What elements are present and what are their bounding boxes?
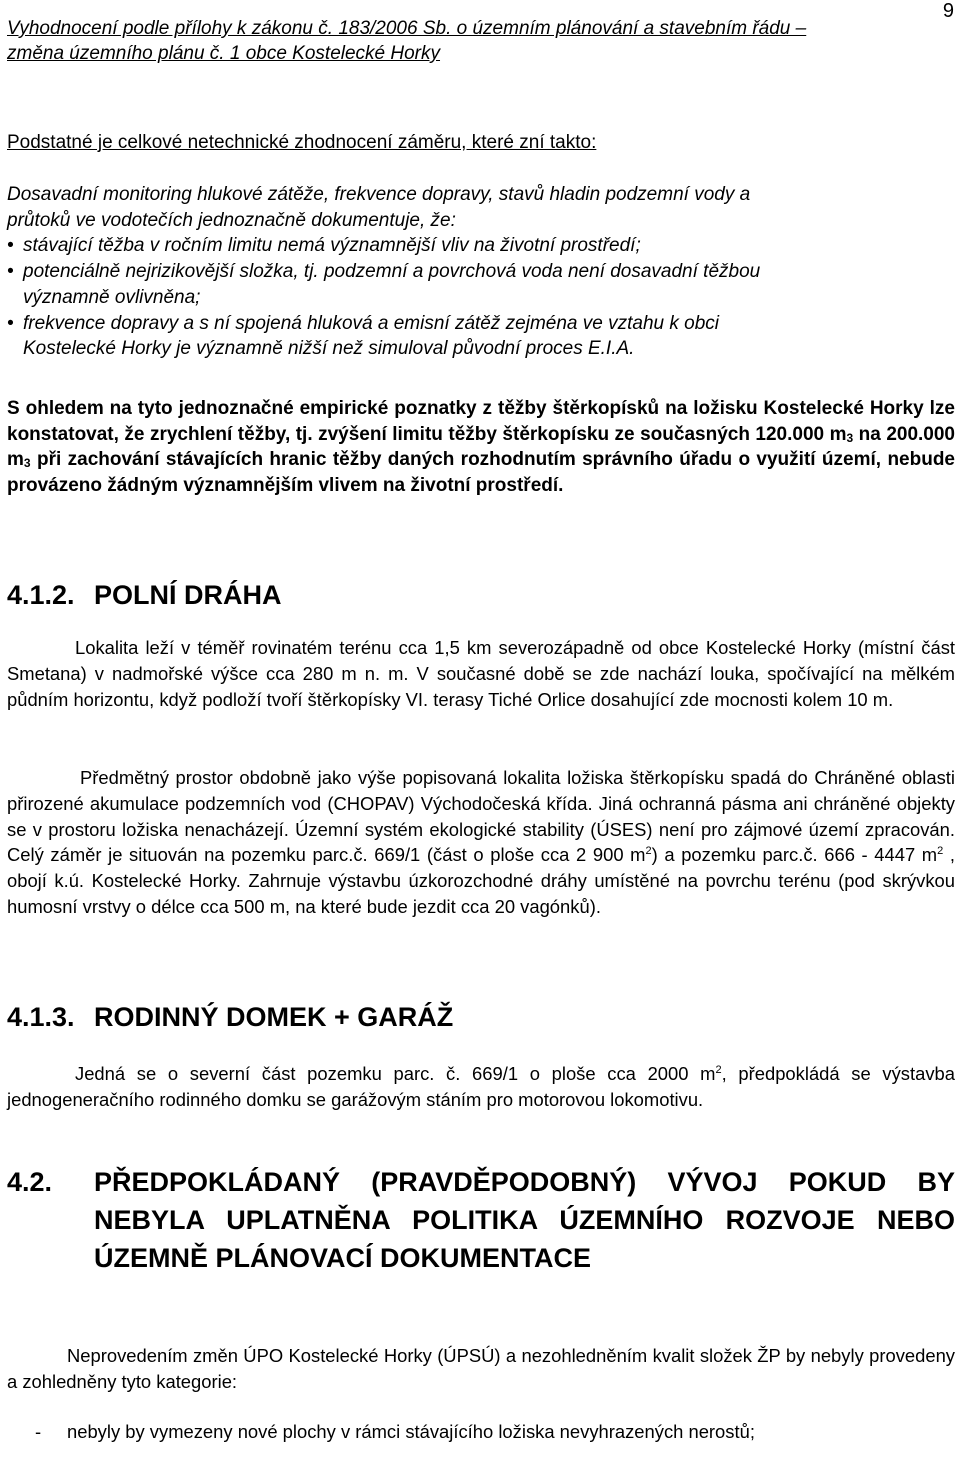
monitoring-bullet: • potenciálně nejrizikovější složka, tj. podzemní a povrchová voda není dosavadní těžbou významně ovlivněna;	[7, 259, 817, 310]
section-number: 4.1.3.	[7, 1002, 75, 1032]
section-heading-413	[7, 998, 955, 1036]
list-item	[7, 1419, 955, 1445]
header-line-1: Vyhodnocení podle přílohy k zákonu č. 183/2006 Sb. o územním plánování a stavebním řádu –	[7, 18, 807, 39]
paragraph-text: , předpokládá se výstavba jednogeneračního rodinného domku se garážovým stáním pro motorovou lokomotivu.	[7, 1063, 955, 1110]
monitoring-bullet: • frekvence dopravy a s ní spojená hluková a emisní zátěž zejména ve vztahu k obci Kostelecké Horky je významně nižší než simuloval původní proces E.I.A.	[7, 311, 817, 362]
section-title: POLNÍ DRÁHA	[94, 580, 282, 610]
unit-exponent: 3	[23, 456, 31, 471]
paragraph-text: Předmětný prostor obdobně jako výše popisovaná lokalita ložiska štěrkopísku spadá do Chráněné oblasti přirozené akumulace podzemních vod (CHOPAV) Východočeská křída. Jiná ochranná pásma ani chráněné objekty se v prostoru ložiska nenacházejí. Územní systém ekologické stability (ÚSES) není pro zájmové území zpracován. Celý záměr je situován na pozemku parc.č. 669/1 (část o ploše cca 2 900 m	[7, 767, 955, 866]
summary-intro: Podstatné je celkové netechnické zhodnocení záměru, které zní takto:	[7, 132, 597, 153]
conclusion-paragraph	[7, 396, 955, 499]
monitoring-block	[7, 182, 817, 362]
area-exponent: 2	[937, 845, 944, 858]
section-heading-42	[7, 1163, 955, 1277]
paragraph-text: , obojí k.ú. Kostelecké Horky. Zahrnuje výstavbu úzkorozchodné dráhy umístěné na povrchu terénu (pod skrývkou humosní vrstvy o délce cca 500 m, na které bude jezdit cca 20 vagónků).	[7, 844, 955, 917]
section-heading-412	[7, 576, 955, 614]
area-exponent: 2	[645, 845, 652, 858]
unit-exponent: 3	[846, 430, 854, 445]
polni-draha-paragraph-1: Lokalita leží v téměř rovinatém terénu cca 1,5 km severozápadně od obce Kostelecké Horky (místní část Smetana) v nadmořské výšce cca 280 m n. m. V současné době se zde nachází louka, spočívající na mělkém půdním horizontu, když podloží tvoří štěrkopísky VI. terasy Tiché Orlice dosahující zde mocnosti kolem 10 m.	[7, 637, 955, 710]
section-title: RODINNÝ DOMEK + GARÁŽ	[94, 1002, 454, 1032]
section-title: PŘEDPOKLÁDANÝ (PRAVDĚPODOBNÝ) VÝVOJ POKUD BY NEBYLA UPLATNĚNA POLITIKA ÚZEMNÍHO ROZVOJE NEBO ÚZEMNĚ PLÁNOVACÍ DOKUMENTACE	[94, 1167, 955, 1273]
section-42-paragraph: Neprovedením změn ÚPO Kostelecké Horky (ÚPSÚ) a nezohledněním kvalit složek ŽP by nebyly provedeny a zohledněny tyto kategorie:	[7, 1345, 955, 1392]
rodinny-domek-paragraph	[7, 1061, 955, 1113]
conclusion-text-3: při zachování stávajících hranic těžby daných rozhodnutím správního úřadu o využití území, nebude provázeno žádným významnějším vlivem na životní prostředí.	[7, 449, 955, 497]
monitoring-bullet: • stávající těžba v ročním limitu nemá významnější vliv na životní prostředí;	[7, 233, 817, 259]
monitoring-intro: Dosavadní monitoring hlukové zátěže, frekvence dopravy, stavů hladin podzemní vody a průtoků ve vodotečích jednoznačně dokumentuje, že:	[7, 184, 751, 231]
conclusion-text-1: S ohledem na tyto jednoznačné empirické poznatky z těžby štěrkopísků na ložisku Kostelecké Horky lze konstatovat, že zrychlení těžby, tj. zvýšení limitu těžby štěrkopísku ze současných 120.000 m	[7, 398, 955, 445]
header-line-2: změna územního plánu č. 1 obce Kostelecké Horky	[7, 43, 441, 64]
conclusion-text-2: na 200.000 m	[7, 423, 955, 471]
polni-draha-paragraph-2	[7, 765, 955, 920]
page-number: 9	[942, 0, 954, 22]
category-list	[7, 1419, 955, 1445]
list-item-text: nebyly by vymezeny nové plochy v rámci stávajícího ložiska nevyhrazených nerostů;	[67, 1421, 755, 1442]
area-exponent: 2	[715, 1064, 722, 1076]
list-marker: -	[35, 1421, 42, 1442]
section-number: 4.1.2.	[7, 580, 75, 610]
section-number: 4.2.	[7, 1167, 53, 1197]
paragraph-text: Jedná se o severní část pozemku parc. č. 669/1 o ploše cca 2000 m	[75, 1063, 716, 1084]
running-header	[7, 16, 907, 66]
paragraph-text: ) a pozemku parc.č. 666 - 4447 m	[651, 844, 938, 866]
